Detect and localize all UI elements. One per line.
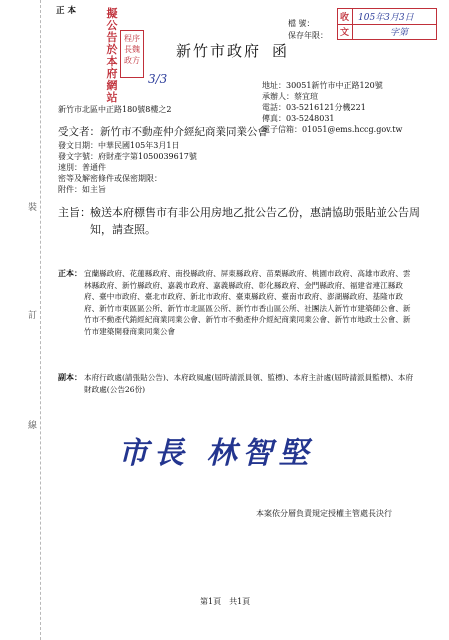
handwritten-date: 3/3: [148, 72, 168, 86]
delegation-note: 本案依分層負責規定授權主管處長決行: [256, 509, 392, 518]
recipient: 受文者：新竹市不動產仲介經紀商業同業公會: [58, 126, 268, 138]
speed-class: 速別：普通件: [58, 163, 106, 172]
recipient-address: 新竹市北區中正路180號8樓之2: [58, 105, 172, 114]
copy-recipients-label: 副本：: [58, 372, 82, 382]
issue-number: 發文字號：府財產字第1050039617號: [58, 152, 197, 161]
issue-date: 發文日期：中華民國105年3月1日: [58, 141, 180, 150]
main-recipients-label: 正本：: [58, 268, 82, 278]
contact-person: 承辦人：蔡宜瑄: [262, 92, 318, 101]
contact-fax: 傳真：03-5248031: [262, 114, 335, 123]
contact-email: 電子信箱：01051@ems.hccg.gov.tw: [262, 125, 403, 134]
sender-address: 地址：30051新竹市中正路120號: [262, 81, 383, 90]
archive-label: 保存年限：: [288, 31, 328, 40]
received-date: 105年3月3日: [358, 13, 414, 23]
official-seal: 程序 長魏 政方: [120, 30, 144, 78]
main-recipients: 宜蘭縣政府、花蓮縣政府、南投縣政府、屏東縣政府、苗栗縣政府、桃園市政府、高雄市政府、雲林縣政府、新竹縣政府、嘉義市政府、嘉義縣政府、彰化縣政府、金門縣政府、福建省連江縣政府、臺中市政府、臺北市政府、新北市政府、臺東縣政府、臺南市政府、澎湖縣政府、基隆市政府、新竹市東區區公所、新竹市北區區公所、新竹市香山區公所、社團法人新竹市建築師公會、新竹市不動產代銷經紀商業同業公會、新竹市不動產仲介經紀商業同業公會、新竹市地政士公會、新竹市建築開發商業同業公會: [84, 269, 411, 336]
received-stamp: [337, 8, 437, 40]
contact-phone: 電話：03-5216121分機221: [262, 103, 366, 112]
page-footer: 第1頁 共1頁: [200, 597, 251, 606]
attachment: 附件：如主旨: [58, 185, 106, 194]
copy-recipients: 本府行政處(請張貼公告)、本府政風處(屆時請派員領、監標)、本府主計處(屆時請派員監標)、本府財政處(公告26份): [84, 373, 414, 394]
binding-line: [40, 0, 41, 640]
agency-title: 新竹市政府: [176, 42, 262, 60]
doc-number-suffix: 字第: [390, 28, 409, 38]
copy-label: 正 本: [56, 6, 76, 16]
subject-text: 檢送本府標售市有非公用房地乙批公告乙份，惠請協助張貼並公告周知，請查照。: [90, 206, 420, 236]
margin-char-stitch: 訂: [28, 311, 38, 321]
draft-stamp: 擬 公 告 於 本 府 網 站: [106, 7, 118, 104]
margin-char-line: 線: [28, 421, 38, 431]
doc-label: 文: [340, 28, 350, 38]
margin-char-bind: 裝: [28, 203, 38, 213]
received-label: 收: [340, 13, 350, 23]
mayor-signature: 市長 林智堅: [118, 436, 315, 471]
file-number-label: 檔 號：: [288, 19, 315, 28]
security-level: 密等及解密條件或保密期限：: [58, 174, 162, 183]
document-type: 函: [272, 42, 288, 60]
subject-label: 主旨：: [58, 206, 91, 219]
